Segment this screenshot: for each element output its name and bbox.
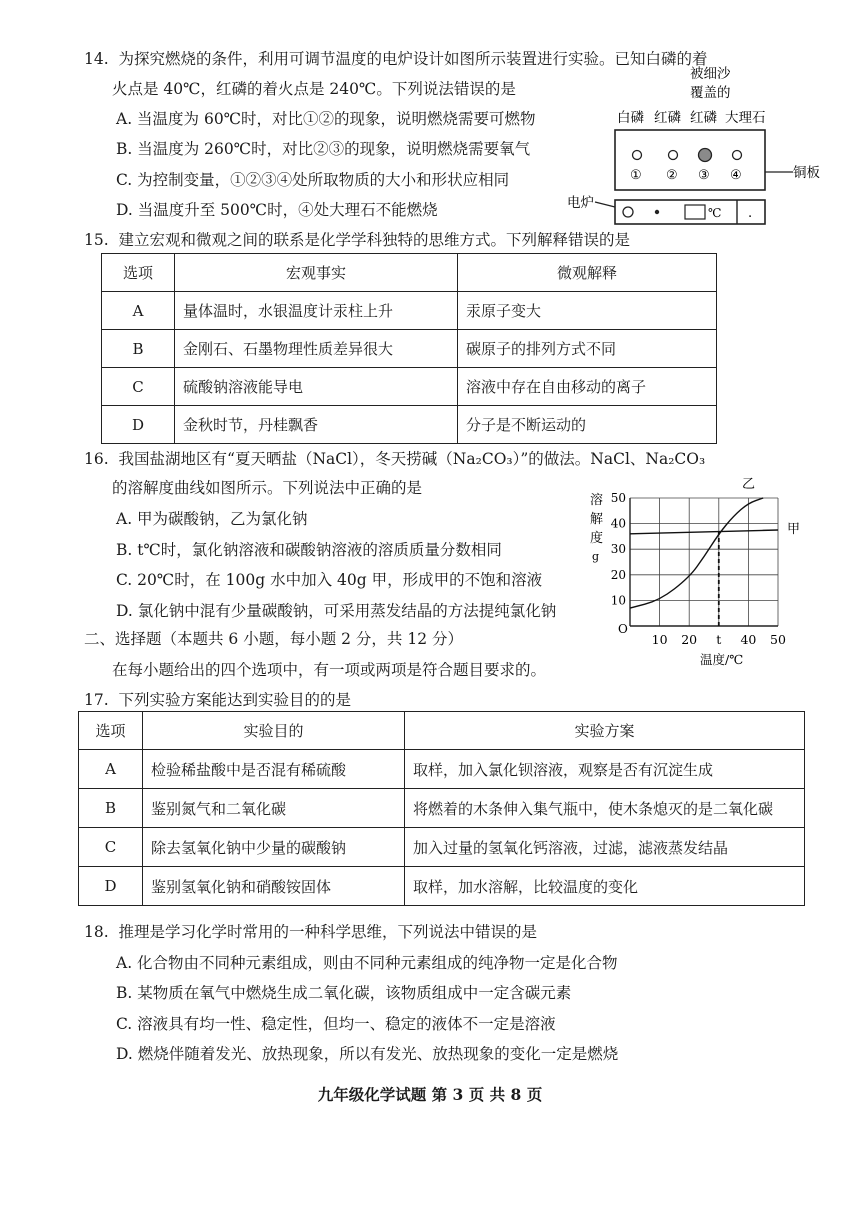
- section2-heading: 二、选择题（本题共 6 小题，每小题 2 分，共 12 分）: [84, 630, 464, 648]
- q14-option-d: D. 当温度升至 500℃时，④处大理石不能燃烧: [116, 201, 438, 219]
- q18-option-d: D. 燃烧伴随着发光、放热现象，所以有发光、放热现象的变化一定是燃烧: [116, 1045, 619, 1063]
- q17-stem-text: 下列实验方案能达到实验目的的是: [118, 691, 352, 709]
- q15-row-b-macro: 金刚石、石墨物理性质差异很大: [175, 330, 458, 368]
- table-row: [79, 750, 805, 789]
- y-tick-label: 40: [610, 516, 626, 531]
- q15-row-d-micro: 分子是不断运动的: [458, 406, 717, 444]
- q17-row-a-purpose: 检验稀盐酸中是否混有稀硫酸: [143, 750, 405, 789]
- q18-number: 18.: [84, 923, 109, 941]
- q14-option-b: B. 当温度为 260℃时，对比②③的现象，说明燃烧需要氧气: [116, 140, 531, 158]
- q14-stem-line2: 火点是 40℃，红磷的着火点是 240℃。下列说法错误的是: [112, 80, 516, 98]
- furnace-light: [655, 210, 659, 214]
- label-red-phosphorus-2: 红磷: [690, 110, 717, 126]
- x-tick-label: 40: [740, 632, 757, 647]
- plate-label: 铜板: [793, 165, 820, 181]
- axes: [630, 498, 778, 626]
- q17-header-plan: 实验方案: [405, 712, 805, 750]
- y-tick-label: 30: [610, 542, 626, 557]
- q16-stem-text1: 我国盐湖地区有“夏天晒盐（NaCl），冬天捞碱（Na₂CO₃）”的做法。NaCl、Na₂CO₃: [118, 450, 706, 468]
- q15-row-a-option: A: [102, 292, 175, 330]
- sample-3-covered-circle: [699, 149, 712, 162]
- curves: [630, 498, 778, 626]
- sample-1-circle: [633, 151, 642, 160]
- q17-row-c-plan: 加入过量的氢氧化钙溶液，过滤，滤液蒸发结晶: [405, 828, 805, 867]
- y-tick-label: 20: [610, 567, 626, 582]
- q18-option-b: B. 某物质在氧气中燃烧生成二氧化碳，该物质组成中一定含碳元素: [116, 984, 572, 1002]
- table-row: [102, 406, 717, 444]
- q14-option-c: C. 为控制变量，①②③④处所取物质的大小和形状应相同: [116, 171, 510, 189]
- q15-row-b-option: B: [102, 330, 175, 368]
- series-yi-label: 乙: [742, 477, 756, 492]
- q17-header-option: 选项: [79, 712, 143, 750]
- q18-option-a: A. 化合物由不同种元素组成，则由不同种元素组成的纯净物一定是化合物: [116, 954, 618, 972]
- q15-header-macro: 宏观事实: [175, 254, 458, 292]
- tick-labels: [611, 491, 786, 647]
- q17-number: 17.: [84, 691, 109, 709]
- furnace-temp-unit: ℃: [708, 206, 722, 220]
- q16-stem-line2: 的溶解度曲线如图所示。下列说法中正确的是: [112, 479, 423, 497]
- position-2: ②: [666, 168, 678, 183]
- q15-row-c-option: C: [102, 368, 175, 406]
- q18-stem: [84, 921, 537, 943]
- q14-stem-text1: 为探究燃烧的条件，利用可调节温度的电炉设计如图所示装置进行实验。已知白磷的着: [118, 50, 708, 68]
- solubility-chart: [580, 476, 820, 676]
- sample-4-circle: [733, 151, 742, 160]
- x-tick-label: t: [716, 632, 722, 647]
- q18-stem-text: 推理是学习化学时常用的一种科学思维，下列说法中错误的是: [118, 923, 538, 941]
- y-axis-label-1: 溶: [590, 493, 604, 508]
- label-white-phosphorus: 白磷: [617, 110, 644, 126]
- origin-label: O: [618, 622, 628, 636]
- q15-header-option: 选项: [102, 254, 175, 292]
- y-tick-label: 50: [610, 491, 626, 505]
- position-1: ①: [630, 168, 642, 183]
- q15-table: [101, 253, 717, 444]
- furnace-knob: [623, 207, 633, 217]
- q15-row-a-macro: 量体温时，水银温度计汞柱上升: [175, 292, 458, 330]
- y-tick-label: 10: [610, 593, 626, 608]
- series-jia-label: 甲: [787, 522, 801, 537]
- q15-stem: [84, 229, 630, 251]
- q15-number: 15.: [84, 231, 109, 249]
- q17-table: [78, 711, 805, 906]
- label-marble: 大理石: [725, 110, 766, 126]
- q16-option-b: B. t℃时，氯化钠溶液和碳酸钠溶液的溶质质量分数相同: [116, 541, 502, 559]
- q15-row-b-micro: 碳原子的排列方式不同: [458, 330, 717, 368]
- q16-option-c: C. 20℃时，在 100g 水中加入 40g 甲，形成甲的不饱和溶液: [116, 571, 543, 589]
- q15-row-d-macro: 金秋时节，丹桂飘香: [175, 406, 458, 444]
- y-axis-label-3: 度: [590, 531, 604, 546]
- q17-row-b-option: B: [79, 789, 143, 828]
- position-3: ③: [698, 168, 710, 183]
- electric-furnace: [615, 200, 765, 224]
- furnace-display: [685, 205, 705, 219]
- q17-row-d-purpose: 鉴别氢氧化钠和硝酸铵固体: [143, 867, 405, 906]
- series-line-1: [630, 498, 763, 608]
- q15-row-a-micro: 汞原子变大: [458, 292, 717, 330]
- q16-option-d: D. 氯化钠中混有少量碳酸钠，可采用蒸发结晶的方法提纯氯化钠: [116, 602, 557, 620]
- q16-number: 16.: [84, 450, 109, 468]
- q15-header-micro: 微观解释: [458, 254, 717, 292]
- table-row: [79, 828, 805, 867]
- q15-row-c-micro: 溶液中存在自由移动的离子: [458, 368, 717, 406]
- y-axis-label-2: 解: [590, 512, 604, 527]
- table-header-row: [102, 254, 717, 292]
- q17-row-d-option: D: [79, 867, 143, 906]
- q17-row-c-option: C: [79, 828, 143, 867]
- furnace-leader-line: [595, 202, 615, 207]
- x-tick-label: 10: [651, 632, 668, 647]
- section2-instruction: 在每小题给出的四个选项中，有一项或两项是符合题目要求的。: [112, 661, 547, 679]
- x-tick-label: 50: [770, 632, 786, 647]
- series-line-0: [630, 530, 778, 534]
- q15-stem-text: 建立宏观和微观之间的联系是化学学科独特的思维方式。下列解释错误的是: [118, 231, 631, 249]
- q17-row-b-plan: 将燃着的木条伸入集气瓶中，使木条熄灭的是二氧化碳: [405, 789, 805, 828]
- table-row: [102, 330, 717, 368]
- table-row: [79, 789, 805, 828]
- q15-row-c-macro: 硫酸钠溶液能导电: [175, 368, 458, 406]
- page-footer: 九年级化学试题 第 3 页 共 8 页: [317, 1085, 543, 1104]
- q17-row-a-plan: 取样，加入氯化钡溶液，观察是否有沉淀生成: [405, 750, 805, 789]
- position-4: ④: [730, 168, 742, 183]
- q17-row-c-purpose: 除去氢氧化钠中少量的碳酸钠: [143, 828, 405, 867]
- x-axis-label: 温度/℃: [700, 652, 744, 667]
- q17-header-purpose: 实验目的: [143, 712, 405, 750]
- table-row: [79, 867, 805, 906]
- q14-number: 14.: [84, 50, 109, 68]
- x-tick-label: 20: [681, 632, 698, 647]
- q15-row-d-option: D: [102, 406, 175, 444]
- table-row: [102, 368, 717, 406]
- q16-option-a: A. 甲为碳酸钠，乙为氯化钠: [116, 510, 308, 528]
- sample-2-circle: [669, 151, 678, 160]
- label-red-phosphorus-1: 红磷: [654, 110, 681, 126]
- q14-apparatus-figure: [565, 62, 830, 232]
- q14-option-a: A. 当温度为 60℃时，对比①②的现象，说明燃烧需要可燃物: [116, 110, 536, 128]
- q17-row-d-plan: 取样，加水溶解，比较温度的变化: [405, 867, 805, 906]
- q16-stem-line1: [84, 448, 705, 470]
- table-row: [102, 292, 717, 330]
- covered-note-line1: 被细沙: [690, 66, 731, 82]
- furnace-label: 电炉: [567, 195, 594, 211]
- covered-note-line2: 覆盖的: [690, 85, 731, 101]
- q17-row-a-option: A: [79, 750, 143, 789]
- grid: [630, 498, 778, 626]
- q17-row-b-purpose: 鉴别氮气和二氧化碳: [143, 789, 405, 828]
- furnace-dot: .: [748, 206, 753, 221]
- table-header-row: [79, 712, 805, 750]
- q18-option-c: C. 溶液具有均一性、稳定性，但均一、稳定的液体不一定是溶液: [116, 1015, 556, 1033]
- q17-stem: [84, 689, 351, 711]
- y-axis-label-4: g: [592, 550, 600, 563]
